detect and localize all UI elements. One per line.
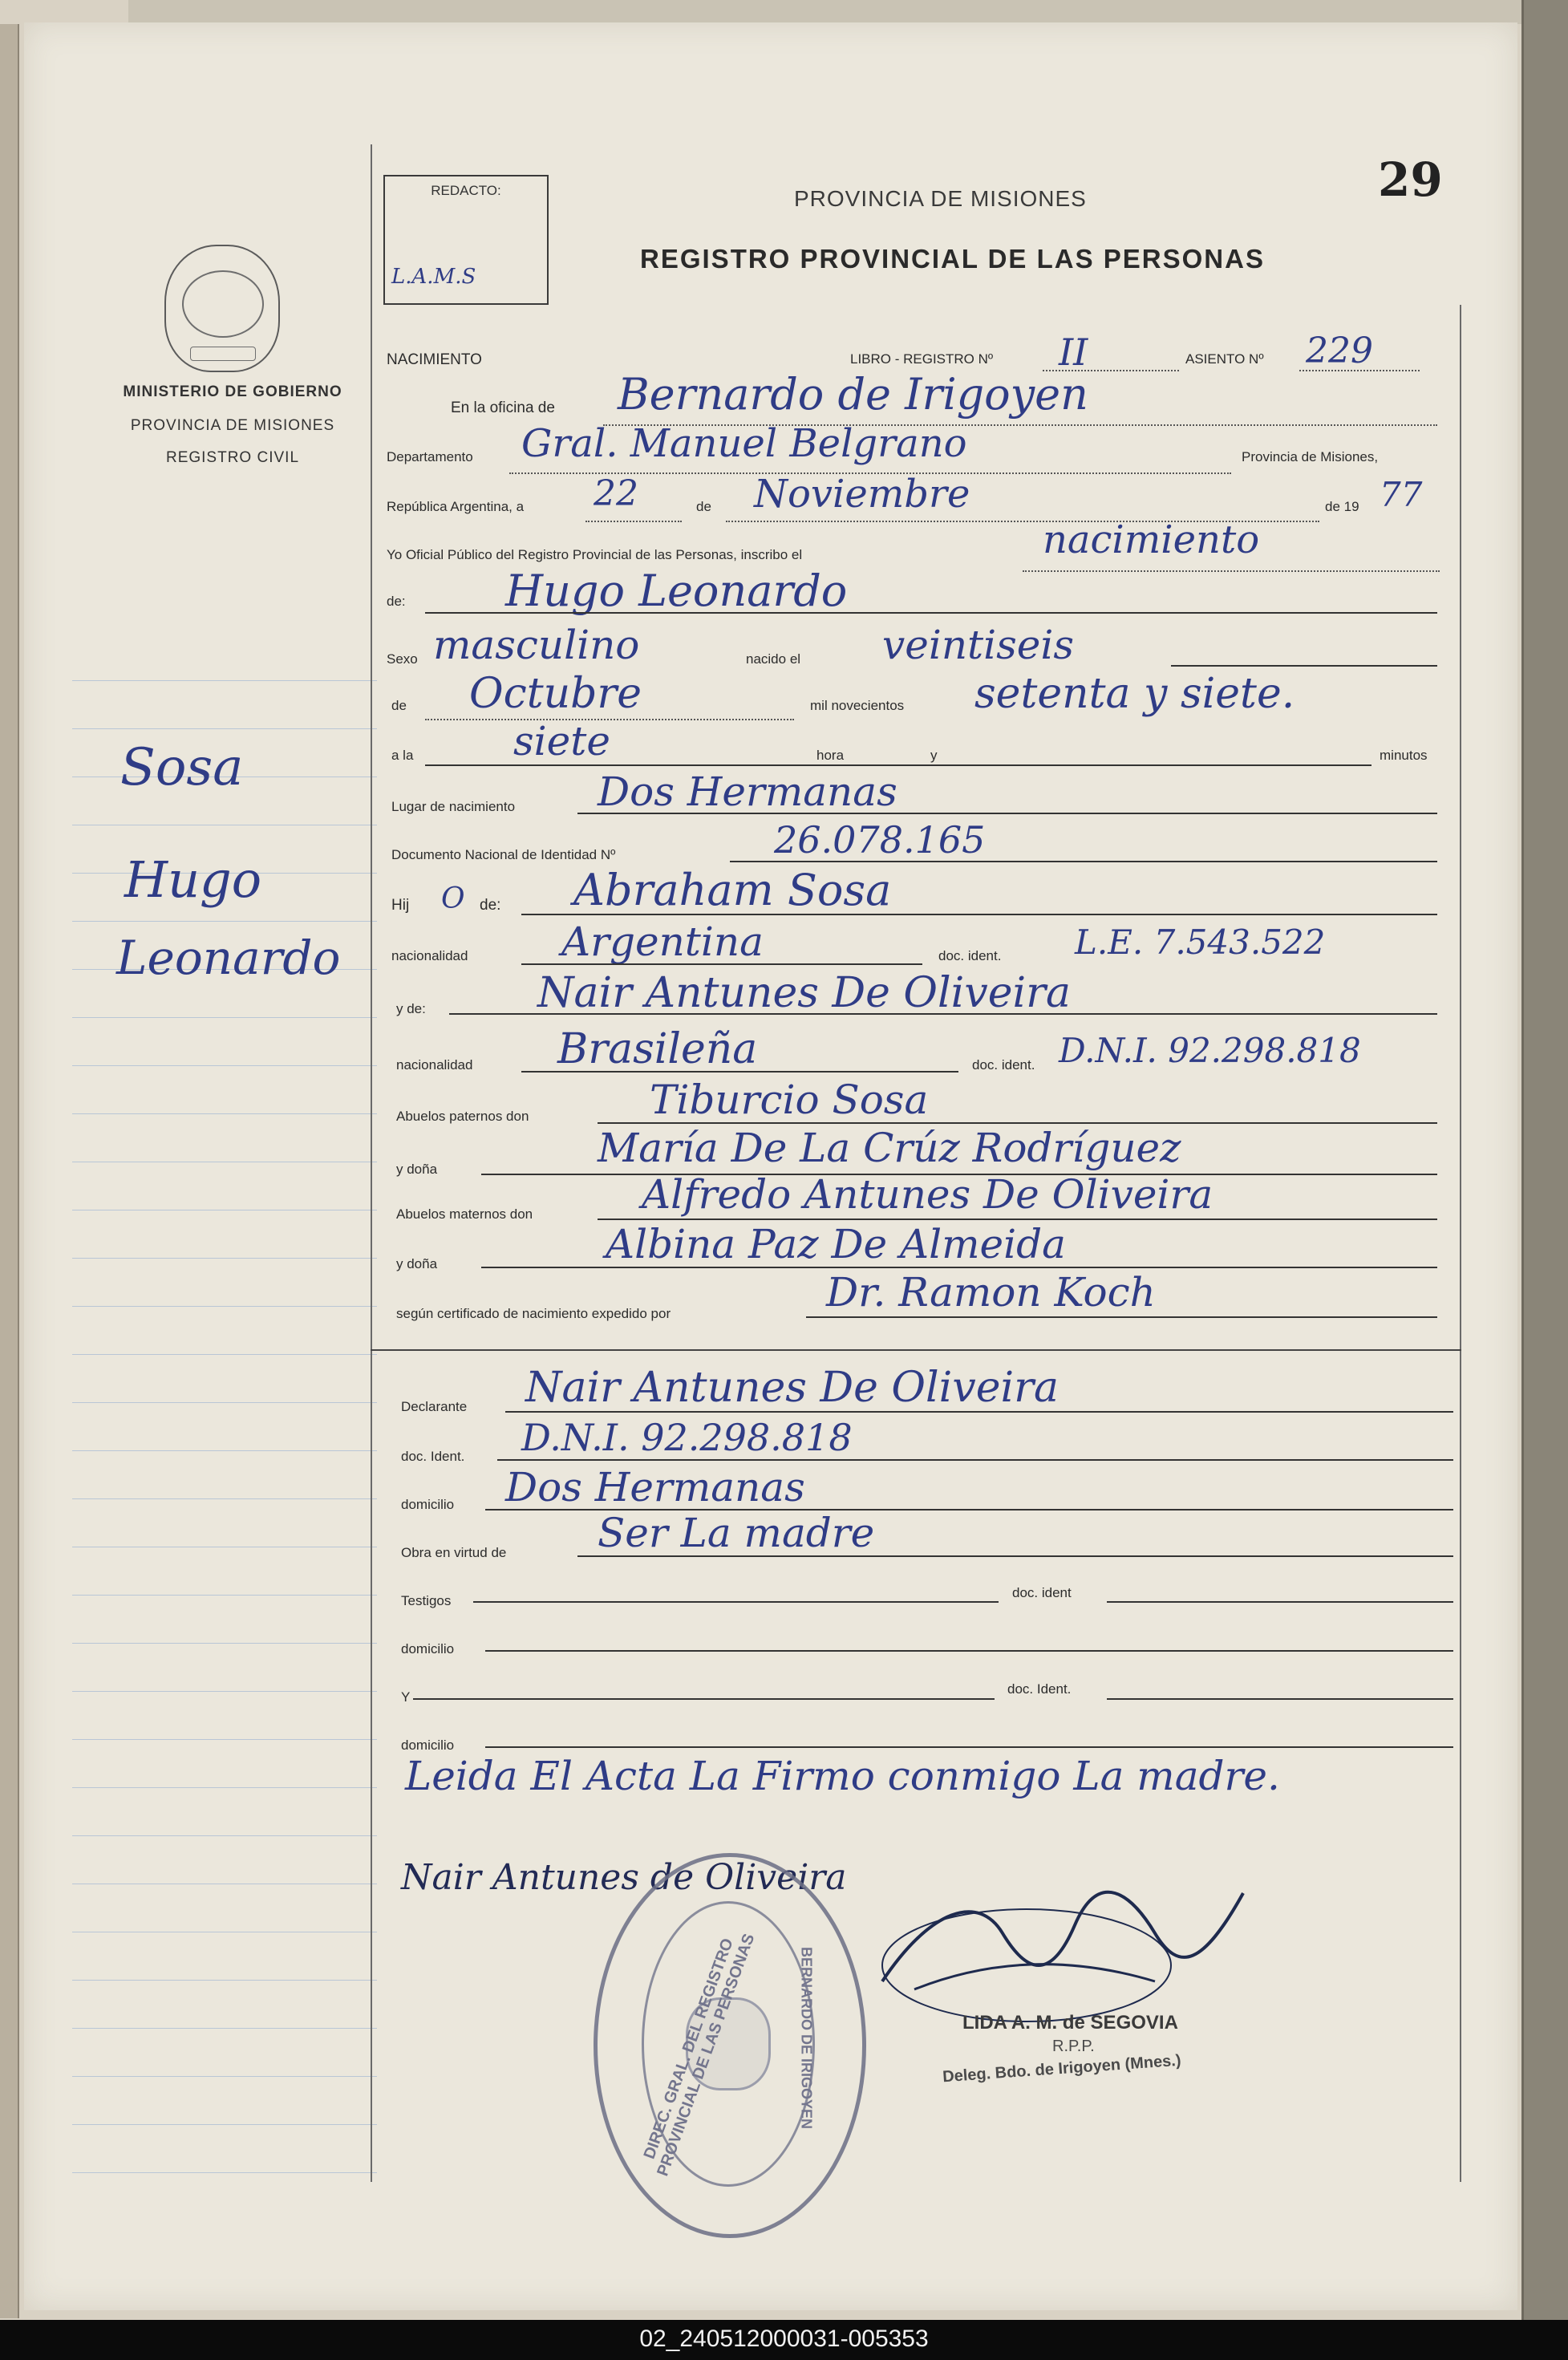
hora-label: hora xyxy=(816,748,845,763)
doc2-label: doc. ident. xyxy=(972,1057,1035,1073)
segun-value: Dr. Ramon Koch xyxy=(826,1269,1156,1316)
republica-label: República Argentina, a xyxy=(387,499,525,514)
hijo-de-label: de: xyxy=(480,897,501,914)
province-heading: PROVINCIA DE MISIONES xyxy=(794,186,1087,211)
official-delegation: Deleg. Bdo. de Irigoyen (Mnes.) xyxy=(942,2051,1182,2086)
margin-given-name-1: Hugo xyxy=(124,850,262,909)
domicilio3-label: domicilio xyxy=(401,1738,455,1753)
abpat-value: Tiburcio Sosa xyxy=(650,1077,929,1123)
segun-label: según certificado de nacimiento expedido por xyxy=(396,1306,671,1321)
yde-label: y de: xyxy=(396,1001,426,1016)
nacido-value: veintiseis xyxy=(882,622,1075,668)
oficina-value: Bernardo de Irigoyen xyxy=(618,369,1088,420)
obra-value: Ser La madre xyxy=(598,1510,875,1556)
domicilio-value: Dos Hermanas xyxy=(505,1464,805,1510)
domicilio-label: domicilio xyxy=(401,1497,455,1512)
lugar-label: Lugar de nacimiento xyxy=(391,799,516,814)
redacto-value: L.A.M.S xyxy=(391,265,476,289)
dia-value: 22 xyxy=(594,473,638,514)
left-page-edge xyxy=(0,24,19,2318)
declarante-value: Nair Antunes De Oliveira xyxy=(525,1364,1059,1412)
doc1-label: doc. ident. xyxy=(938,948,1002,963)
hijo-o: O xyxy=(441,882,465,915)
madre-value: Nair Antunes De Oliveira xyxy=(537,969,1071,1017)
mother-signature: Nair Antunes de Oliveira xyxy=(401,1857,847,1898)
redacto-box xyxy=(383,175,549,305)
y2-doc-label: doc. Ident. xyxy=(1007,1681,1072,1697)
doc2-value: D.N.I. 92.298.818 xyxy=(1059,1031,1361,1070)
ala-label: a la xyxy=(391,748,414,763)
domicilio2-label: domicilio xyxy=(401,1641,455,1656)
y-label: y xyxy=(930,748,938,763)
hora-value: siete xyxy=(513,718,610,764)
nacido-label: nacido el xyxy=(746,651,801,667)
oficial-label: Yo Oficial Público del Registro Provincial de las Personas, inscribo el xyxy=(387,547,803,562)
stamp-inner-text: BERNARDO DE IRIGOYEN xyxy=(798,1946,815,2130)
ydona2-value: Albina Paz De Almeida xyxy=(606,1221,1066,1267)
dni-value: 26.078.165 xyxy=(774,818,986,862)
abmat-value: Alfredo Antunes De Oliveira xyxy=(642,1171,1213,1218)
registry-heading: REGISTRO PROVINCIAL DE LAS PERSONAS xyxy=(640,244,1265,274)
ministry-title: MINISTERIO DE GOBIERNO xyxy=(123,383,342,400)
nacimiento-label: NACIMIENTO xyxy=(387,351,482,368)
margin-given-name-2: Leonardo xyxy=(116,931,341,985)
oficina-label: En la oficina de xyxy=(451,399,555,416)
testigos-doc-label: doc. ident xyxy=(1012,1585,1072,1600)
mes-value: Noviembre xyxy=(754,472,970,517)
anio-value: 77 xyxy=(1380,475,1423,514)
dni-label: Documento Nacional de Identidad Nº xyxy=(391,847,616,862)
y2-label: Y xyxy=(401,1689,411,1705)
nombre-value: Hugo Leonardo xyxy=(505,566,848,616)
doc1-value: L.E. 7.543.522 xyxy=(1075,923,1326,962)
nac1-label: nacionalidad xyxy=(391,948,468,963)
official-name: LIDA A. M. de SEGOVIA xyxy=(962,2012,1178,2034)
right-rule xyxy=(1460,305,1461,2182)
margin-surname: Sosa xyxy=(120,738,244,797)
ydona2-label: y doña xyxy=(396,1256,438,1271)
abmat-label: Abuelos maternos don xyxy=(396,1206,533,1222)
minutos-label: minutos xyxy=(1380,748,1428,763)
declarante-label: Declarante xyxy=(401,1399,468,1414)
abpat-label: Abuelos paternos don xyxy=(396,1109,529,1124)
asiento-value: 229 xyxy=(1306,330,1373,371)
registry-stamp xyxy=(594,1853,866,2238)
anio-label: de 19 xyxy=(1325,499,1359,514)
stamp-outer-text: DIREC. GRAL. DEL REGISTRO PROVINCIAL DE LAS PERSONAS xyxy=(640,1931,759,2179)
book-cover-edge xyxy=(1521,0,1568,2320)
libro-label: LIBRO - REGISTRO Nº xyxy=(850,351,994,367)
provincia-misiones-label: Provincia de Misiones, xyxy=(1242,449,1379,464)
image-id: 02_240512000031-005353 xyxy=(639,2326,929,2352)
padre-value: Abraham Sosa xyxy=(573,865,892,915)
departamento-value: Gral. Manuel Belgrano xyxy=(521,421,967,466)
departamento-label: Departamento xyxy=(387,449,473,464)
docident-value: D.N.I. 92.298.818 xyxy=(521,1416,853,1459)
sexo-value: masculino xyxy=(433,622,640,668)
hijo-label: Hij xyxy=(391,897,410,914)
mil-value: setenta y siete. xyxy=(974,670,1295,718)
libro-value: II xyxy=(1059,330,1088,374)
docident-label: doc. Ident. xyxy=(401,1449,465,1464)
de3-label: de xyxy=(391,698,407,713)
sexo-label: Sexo xyxy=(387,651,418,667)
ministry-civil: REGISTRO CIVIL xyxy=(165,449,300,466)
official-subtitle: R.P.P. xyxy=(1052,2038,1095,2055)
page-number: 29 xyxy=(1378,152,1443,207)
official-signature-scrawl xyxy=(866,1861,1267,2038)
mes2-value: Octubre xyxy=(469,670,642,718)
lugar-value: Dos Hermanas xyxy=(598,768,897,815)
mil-label: mil novecientos xyxy=(810,698,905,713)
de-label: de xyxy=(696,499,711,514)
ministry-province: PROVINCIA DE MISIONES xyxy=(130,417,335,434)
nac2-label: nacionalidad xyxy=(396,1057,473,1073)
testigos-label: Testigos xyxy=(401,1593,452,1608)
nac2-value: Brasileña xyxy=(557,1025,758,1073)
top-page-edge xyxy=(128,0,1524,24)
redacto-label: REDACTO: xyxy=(431,183,501,198)
leida-text: Leida El Acta La Firmo conmigo La madre. xyxy=(405,1753,1280,1799)
nombre-de-label: de: xyxy=(387,594,406,609)
ydona1-label: y doña xyxy=(396,1162,438,1177)
oficial-value: nacimiento xyxy=(1043,517,1260,562)
asiento-label: ASIENTO Nº xyxy=(1185,351,1264,367)
ydona1-value: María De La Crúz Rodríguez xyxy=(598,1125,1181,1171)
nac1-value: Argentina xyxy=(561,918,764,965)
provincial-crest-icon xyxy=(164,245,280,372)
obra-label: Obra en virtud de xyxy=(401,1545,507,1560)
